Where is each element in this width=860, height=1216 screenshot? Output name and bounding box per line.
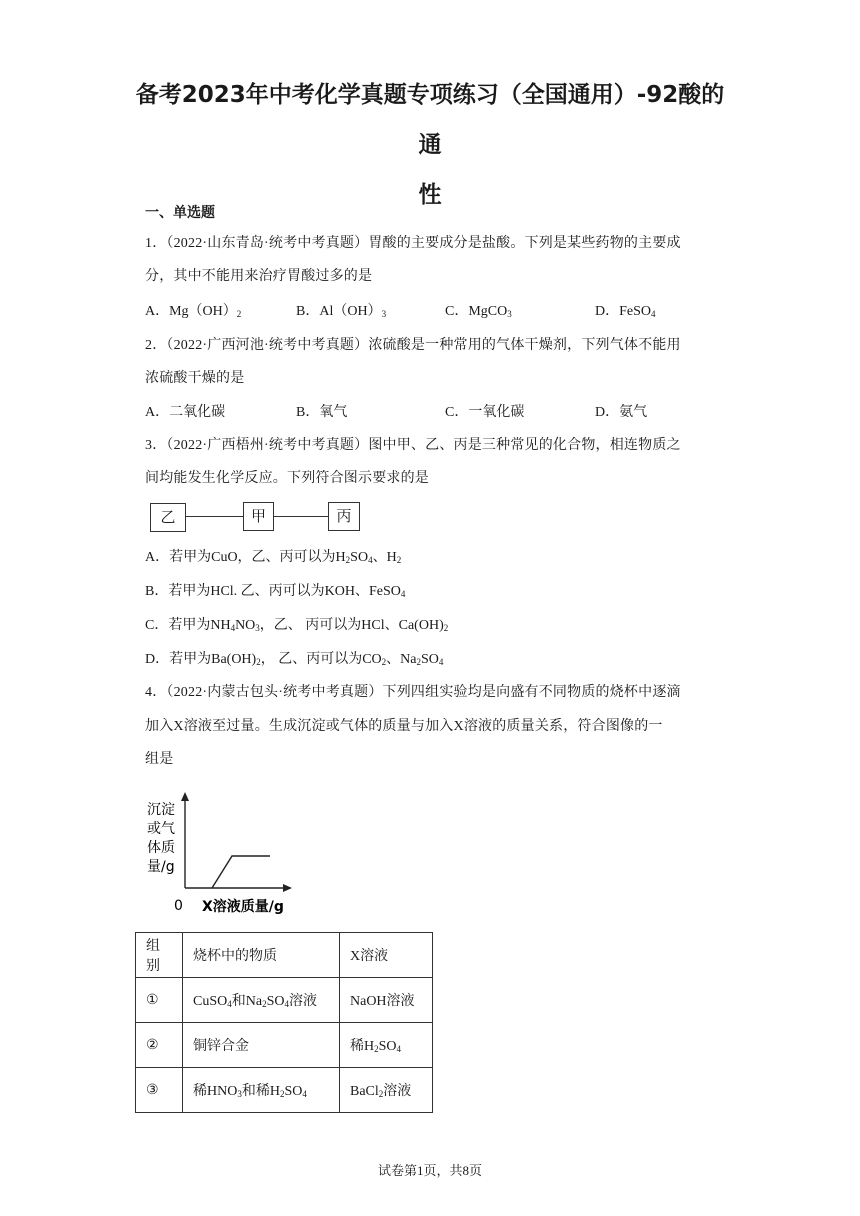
q4-graph (140, 790, 310, 920)
text-segment: SO (350, 550, 369, 565)
y-axis-arrow (181, 792, 189, 801)
subscript: 2 (374, 1044, 379, 1054)
text-segment: 铜锌合金 (193, 1039, 249, 1054)
table-cell-solution (340, 978, 433, 1023)
text-segment: B．若甲为HCl. 乙、丙可以为KOH、FeSO (145, 584, 401, 599)
subscript: 2 (416, 657, 421, 667)
connector-line (272, 516, 328, 517)
text-segment: 稀H (350, 1039, 375, 1054)
text-segment: SO (378, 1039, 397, 1054)
text-segment: 稀HNO (193, 1084, 238, 1099)
title-line-2: 性 (418, 182, 442, 208)
text-segment: SO (266, 994, 285, 1009)
table-cell-group: ② (136, 1023, 183, 1068)
q4-table (135, 932, 433, 1113)
q1-option-a: A．$Mg(OH)_2$ (145, 304, 242, 319)
text-segment: SO (284, 1084, 303, 1099)
q3-option-c (145, 614, 448, 634)
subscript: 4 (438, 657, 444, 667)
title-line-1: 备考2023年中考化学真题专项练习（全国通用）-92酸的通 (135, 82, 725, 158)
q3-option-a (145, 546, 401, 566)
q4-line-2: 加入X溶液至过量。生成沉淀或气体的质量与加入X溶液的质量关系，符合图像的一 (145, 719, 663, 734)
diagram-box-yi: 乙 (150, 503, 186, 532)
diagram-box-jia: 甲 (243, 502, 274, 531)
q2-line-1: 2．（2022·广西河池·统考中考真题）浓硫酸是一种常用的气体干燥剂，下列气体不能用 (145, 338, 681, 353)
table-row (136, 978, 433, 1023)
subscript: 2 (381, 657, 387, 667)
y-label-line-2: 或气 (147, 821, 175, 837)
q2-option-c: C．一氧化碳 (445, 405, 525, 420)
text-segment: 、H (372, 550, 397, 565)
subscript: 4 (230, 623, 236, 633)
subscript: 3 (255, 623, 260, 633)
text-segment: SO (421, 652, 439, 667)
table-cell-substance (183, 1068, 340, 1113)
table-cell-substance (183, 1023, 340, 1068)
subscript: 4 (227, 999, 232, 1009)
section-heading: 一、单选题 (145, 205, 215, 221)
page-footer: 试卷第1页，共8页 (377, 1163, 482, 1178)
table-header-cell: 烧杯中的物质 (183, 933, 340, 978)
text-segment: CuSO (193, 994, 228, 1009)
diagram-box-bing: 丙 (328, 502, 360, 531)
subscript: 2 (279, 1089, 285, 1099)
subscript: 3 (237, 1089, 242, 1099)
q1-option-d: D．FeSO$_4$ (595, 304, 656, 319)
subscript: 2 (396, 555, 402, 565)
q4-line-1: 4．（2022·内蒙古包头·统考中考真题）下列四组实验均是向盛有不同物质的烧杯中逐滴 (145, 685, 681, 700)
subscript: 2 (262, 999, 267, 1009)
q4-line-3: 组是 (145, 752, 174, 767)
x-axis-arrow (283, 884, 292, 892)
text-segment: ， 乙、丙可以为CO (260, 652, 382, 667)
subscript: 4 (368, 555, 373, 565)
q3-option-b (145, 580, 405, 600)
subscript: 4 (302, 1089, 307, 1099)
text-segment: 和稀H (241, 1084, 280, 1099)
q3-option-d (145, 648, 443, 668)
table-header-cell: X溶液 (340, 933, 433, 978)
y-label-line-4: 量/g (147, 859, 175, 875)
origin-label: 0 (174, 898, 183, 914)
q2-option-a: A．二氧化碳 (145, 405, 226, 420)
x-axis-label: X溶液质量/g (202, 899, 284, 915)
table-cell-solution (340, 1068, 433, 1113)
q1-option-c: C．MgCO$_3$ (445, 304, 512, 319)
table-row (136, 1068, 433, 1113)
text-segment: 、Na (386, 652, 417, 667)
table-header-row (136, 933, 433, 978)
text-segment: C．若甲为NH (145, 618, 231, 633)
connector-line (184, 516, 244, 517)
table-cell-group: ① (136, 978, 183, 1023)
subscript: 2 (378, 1089, 384, 1099)
text-segment: NaOH溶液 (350, 994, 415, 1009)
text-segment: NO (235, 618, 256, 633)
graph-curve (212, 856, 270, 888)
subscript: 2 (443, 623, 449, 633)
q1-option-b: B．$Al(OH)_3$ (296, 304, 387, 319)
text-segment: 溶液 (383, 1084, 412, 1099)
y-label-line-1: 沉淀 (147, 802, 175, 818)
q3-line-1: 3．（2022·广西梧州·统考中考真题）图中甲、乙、丙是三种常见的化合物，相连物质之 (145, 438, 681, 453)
y-label-line-3: 体质 (147, 840, 175, 856)
subscript: 4 (284, 999, 289, 1009)
text-segment: ，乙、 丙可以为HCl、Ca(OH) (259, 618, 444, 633)
table-cell-solution (340, 1023, 433, 1068)
table-header-cell: 组别 (136, 933, 183, 978)
q1-line-2: 分，其中不能用来治疗胃酸过多的是 (145, 269, 373, 284)
q2-option-b: B．氧气 (296, 405, 348, 420)
q2-line-2: 浓硫酸干燥的是 (145, 371, 245, 386)
page-title (130, 70, 730, 220)
subscript: 4 (396, 1044, 402, 1054)
text-segment: A．若甲为CuO，乙、丙可以为H (145, 550, 346, 565)
text-segment: 溶液 (288, 994, 317, 1009)
table-cell-group: ③ (136, 1068, 183, 1113)
table-cell-substance (183, 978, 340, 1023)
q3-line-2: 间均能发生化学反应。下列符合图示要求的是 (145, 471, 429, 486)
table-row (136, 1023, 433, 1068)
text-segment: 和Na (231, 994, 263, 1009)
q1-line-1: 1．（2022·山东青岛·统考中考真题）胃酸的主要成分是盐酸。下列是某些药物的主要成 (145, 236, 681, 251)
text-segment: BaCl (350, 1084, 379, 1099)
text-segment: D．若甲为Ba(OH) (145, 652, 257, 667)
subscript: 4 (400, 589, 406, 599)
q2-option-d: D．氨气 (595, 405, 648, 420)
subscript: 2 (256, 657, 261, 667)
subscript: 2 (345, 555, 351, 565)
